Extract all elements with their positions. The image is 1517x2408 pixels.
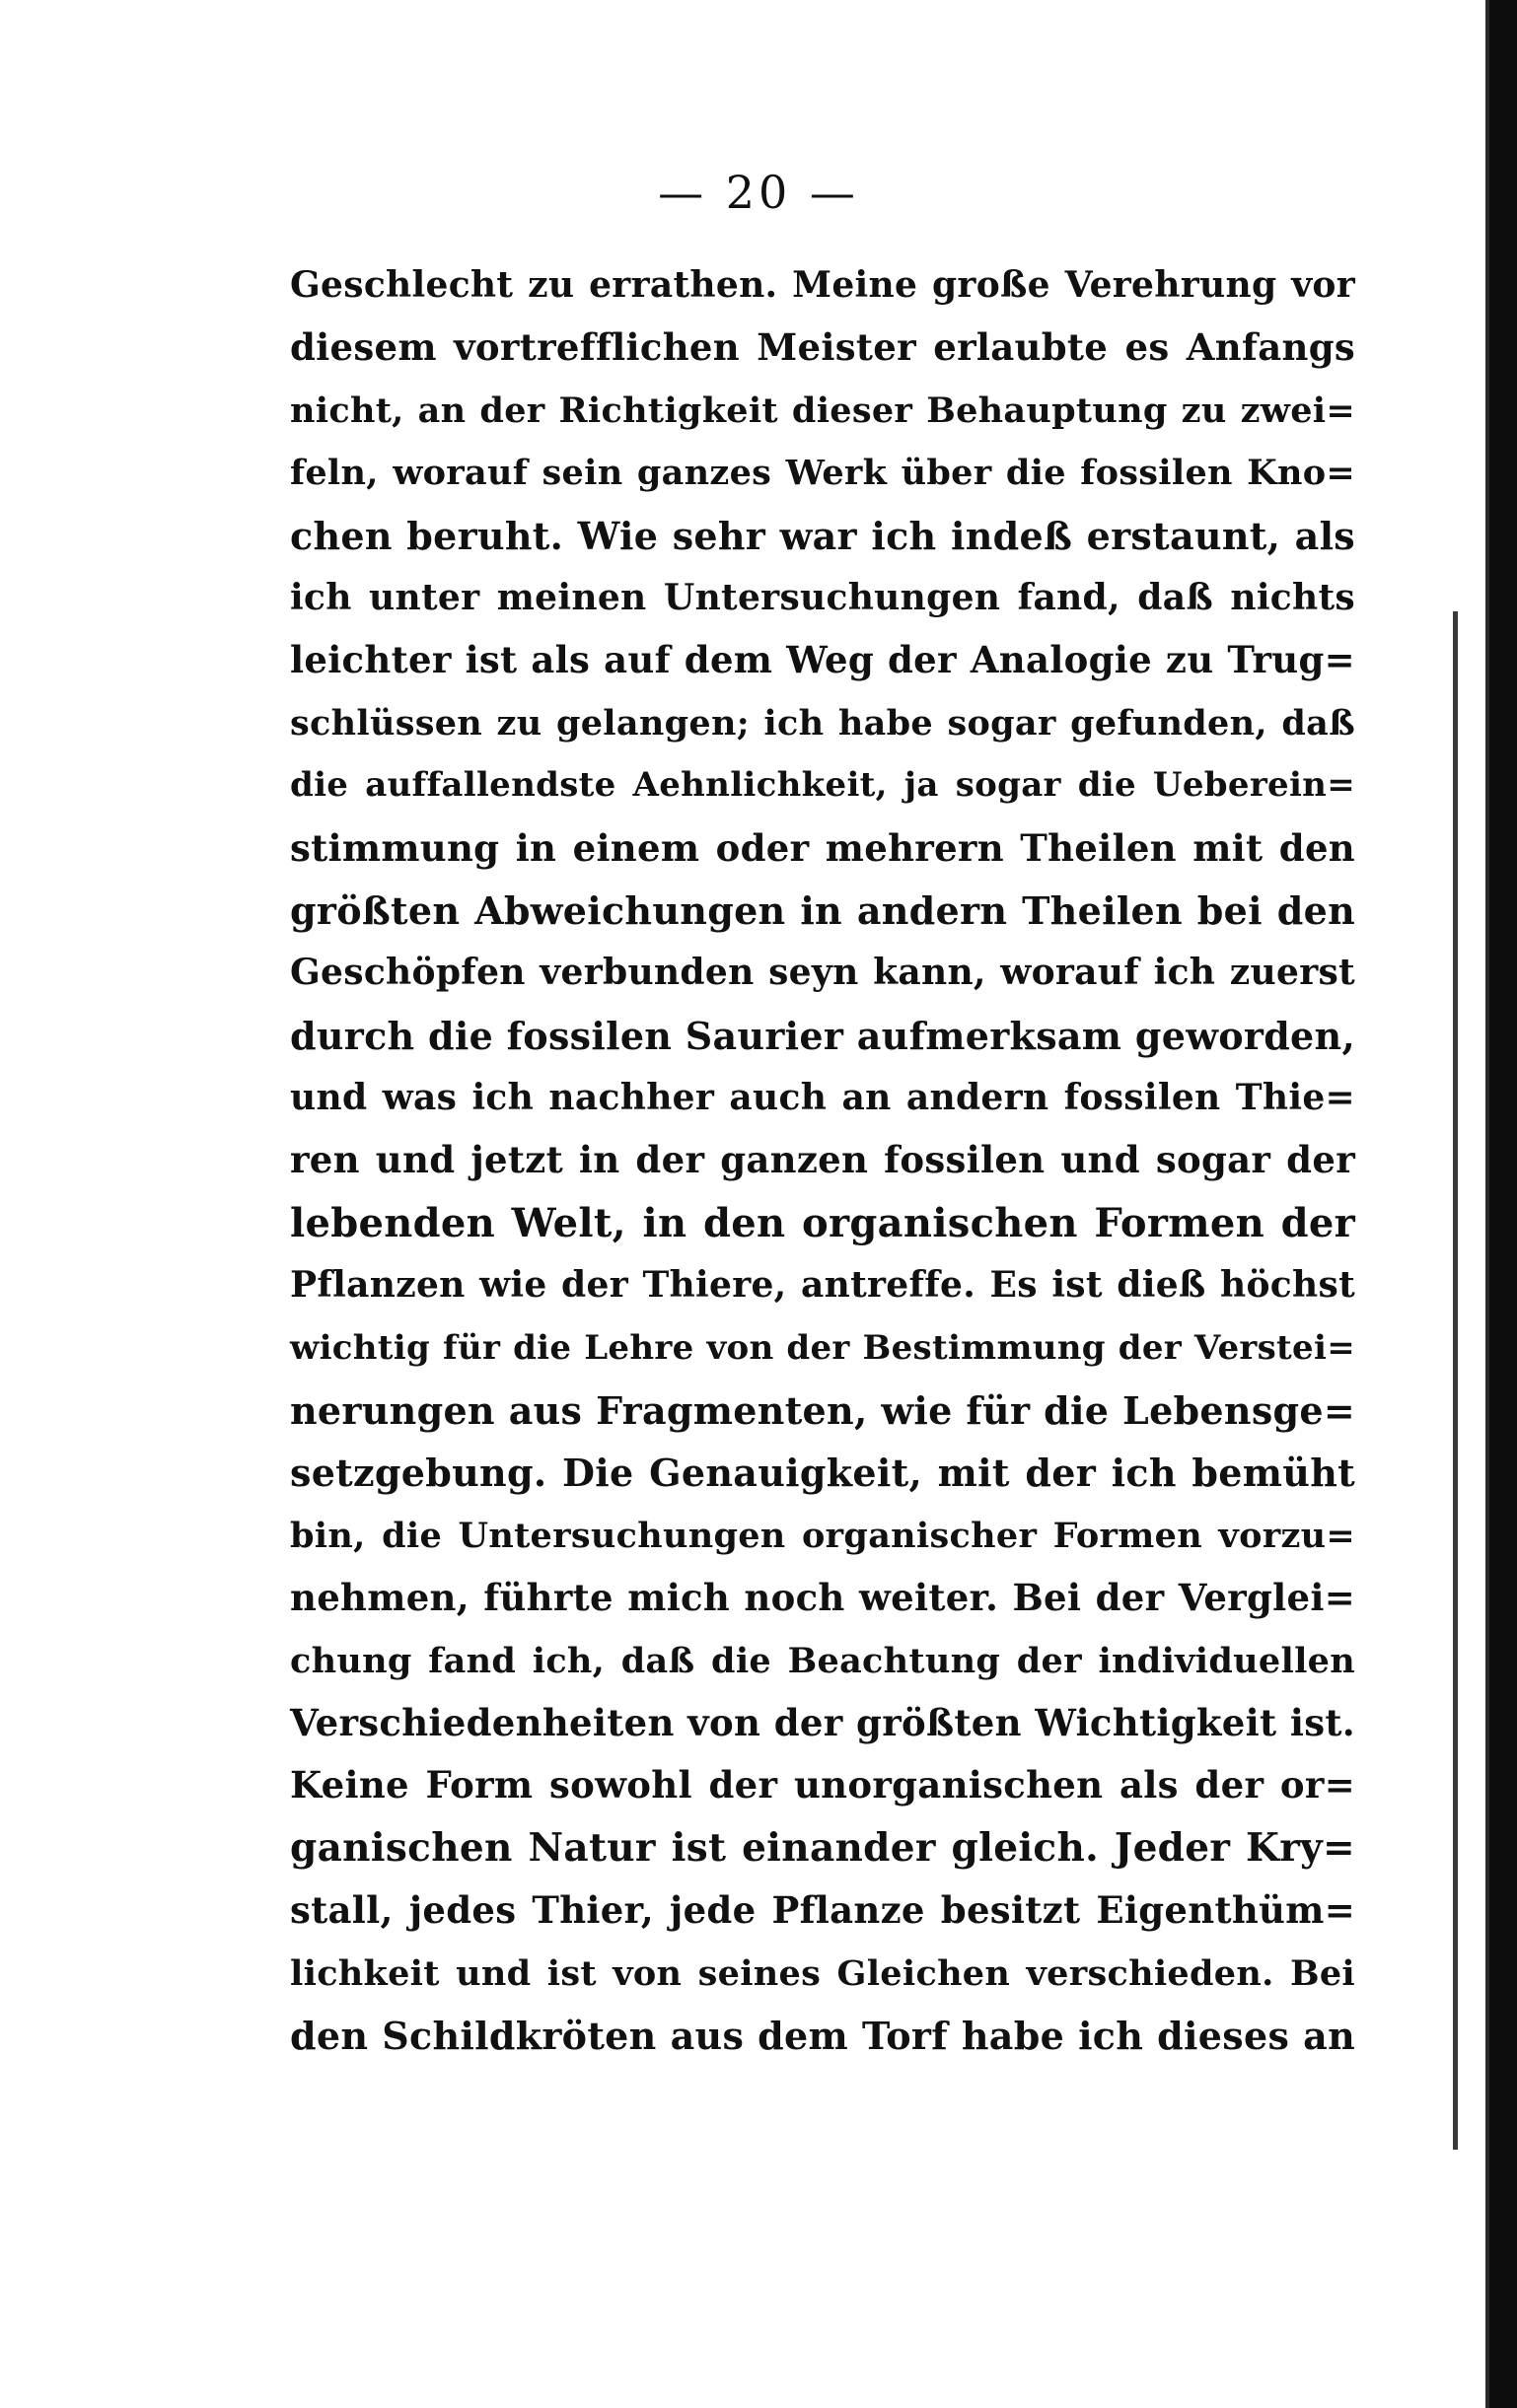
text-line: nehmen, führte mich noch weiter. Bei der Verglei= [290,1576,1355,1620]
text-line: Keine Form sowohl der unorganischen als der or= [290,1763,1355,1807]
text-line: lichkeit und ist von seines Gleichen verschieden. Bei [290,1952,1355,1994]
text-line: nicht, an der Richtigkeit dieser Behauptung zu zwei= [290,390,1355,431]
text-line: Verschiedenheiten von der größten Wichtigkeit ist. [290,1700,1355,1744]
text-line: die auffallendste Aehnlichkeit, ja sogar die Ueberein= [290,765,1355,806]
text-line: durch die fossilen Saurier aufmerksam geworden, [290,1013,1355,1058]
text-line: chung fand ich, daß die Beachtung der individuellen [290,1640,1355,1681]
text-line: chen beruht. Wie sehr war ich indeß erstaunt, als [290,513,1355,558]
text-line: setzgebung. Die Genauigkeit, mit der ich bemüht [290,1451,1355,1496]
text-line: Geschöpfen verbunden seyn kann, worauf ich zuerst [290,952,1355,994]
text-line: stall, jedes Thier, jede Pflanze besitzt Eigenthüm= [290,1888,1355,1933]
text-line: leichter ist als auf dem Weg der Analogie zu Trug= [290,638,1355,682]
text-line: feln, worauf sein ganzes Werk über die fossilen Kno= [290,453,1355,494]
text-line: bin, die Untersuchungen organischer Formen vorzu= [290,1515,1355,1556]
text-line: lebenden Welt, in den organischen Formen der [290,1199,1355,1246]
text-line: ren und jetzt in der ganzen fossilen und sogar der [290,1138,1355,1182]
text-line: schlüssen zu gelangen; ich habe sogar gefunden, daß [290,702,1355,744]
page-edge-mark [1453,611,1458,2150]
text-line: den Schildkröten aus dem Torf habe ich dieses an [290,2013,1355,2058]
text-line: nerungen aus Fragmenten, wie für die Lebensge= [290,1388,1355,1434]
text-line: ganischen Natur ist einander gleich. Jeder Kry= [290,1824,1355,1871]
page-edge-dark [1489,0,1517,2408]
text-line: wichtig für die Lehre von der Bestimmung der Verstei= [290,1327,1355,1368]
text-line: größten Abweichungen in andern Theilen bei den [290,887,1355,933]
text-line: Pflanzen wie der Thiere, antreffe. Es ist dieß höchst [290,1264,1355,1307]
page-number-header: — 20 — [658,166,859,219]
body-text [290,254,1355,2067]
text-line: ich unter meinen Untersuchungen fand, daß nichts [290,576,1355,618]
text-line: stimmung in einem oder mehrern Theilen mit den [290,825,1355,870]
text-line: und was ich nachher auch an andern fossilen Thie= [290,1077,1355,1119]
text-line: Geschlecht zu errathen. Meine große Verehrung vor [290,264,1355,306]
text-line: diesem vortrefflichen Meister erlaubte es Anfangs [290,325,1355,370]
